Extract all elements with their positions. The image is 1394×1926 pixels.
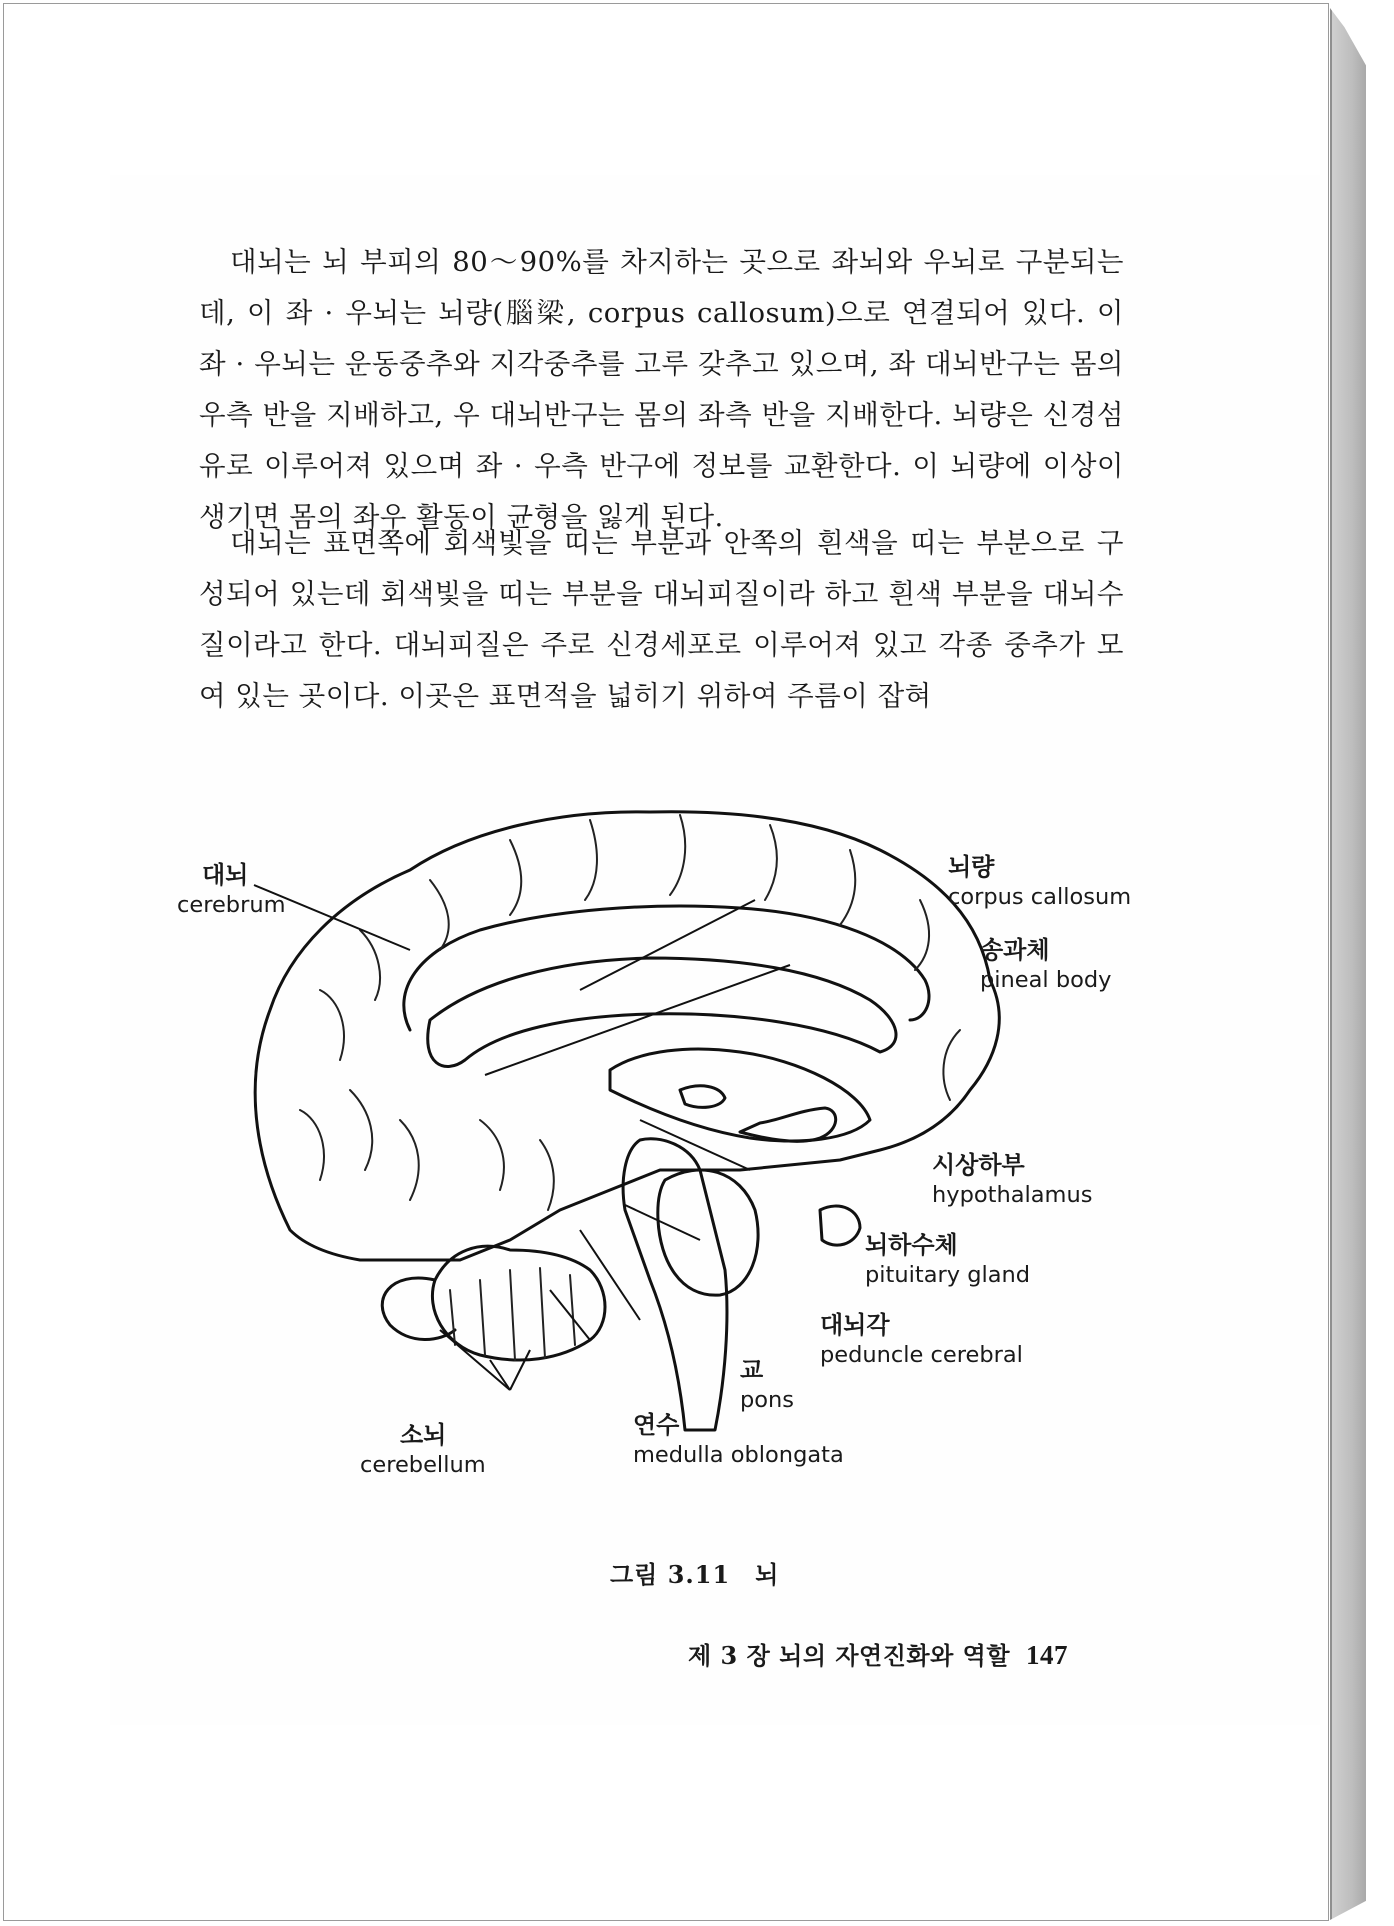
label-cerebrum-en: cerebrum [177,892,286,918]
page-number: 147 [1026,1640,1068,1670]
label-medulla-oblongata-ko: 연수 [633,1410,680,1439]
page-footer [688,1636,1068,1671]
label-cerebellum [360,1420,486,1480]
label-peduncle-cerebral-en: peduncle cerebral [820,1342,1023,1368]
label-pons-en: pons [740,1387,795,1413]
label-pineal-body-en: pineal body [980,967,1112,993]
brain-figure [177,790,1160,1510]
label-medulla-oblongata-en: medulla oblongata [633,1442,844,1468]
label-hypothalamus-en: hypothalamus [932,1182,1093,1208]
paragraph-1: 대뇌는 뇌 부피의 80～90%를 차지하는 곳으로 좌뇌와 우뇌로 구분되는데, 이 좌 · 우뇌는 뇌량(腦梁, corpus callosum)으로 연결되어 있다. 이 좌 · 우뇌는 운동중추와 지각중추를 고루 갖추고 있으며, 좌 대뇌반구는 몸의 우측 반을 지배하고, 우 대뇌반구는 몸의 좌측 반을 지배한다. 뇌량은 신경섬유로 이루어져 있으며 좌 · 우측 반구에 정보를 교환한다. 이 뇌량에 이상이 생기면 몸의 좌우 활동이 균형을 잃게 된다. [199,246,1124,533]
label-pituitary-gland-ko: 뇌하수체 [865,1230,958,1259]
label-hypothalamus-ko: 시상하부 [932,1150,1025,1179]
label-pituitary-gland [865,1230,1030,1290]
label-corpus-callosum [948,852,1131,912]
label-cerebrum-ko: 대뇌 [202,860,249,889]
label-hypothalamus [932,1150,1092,1210]
label-pons-ko: 교 [740,1355,764,1384]
page-edge [1330,8,1366,1920]
label-pituitary-gland-en: pituitary gland [865,1262,1031,1288]
label-cerebrum [177,860,286,920]
label-cerebellum-en: cerebellum [360,1452,486,1478]
label-pons [740,1355,794,1415]
label-medulla-oblongata [633,1410,844,1470]
label-cerebellum-ko: 소뇌 [400,1420,447,1449]
paragraph-2: 대뇌는 표면쪽에 회색빛을 띠는 부분과 안쪽의 흰색을 띠는 부분으로 구성되어 있는데 회색빛을 띠는 부분을 대뇌피질이라 하고 흰색 부분을 대뇌수질이라고 한다. 대뇌피질은 주로 신경세포로 이루어져 있고 각종 중추가 모여 있는 곳이다. 이곳은 표면적을 넓히기 위하여 주름이 잡혀 [199,527,1124,712]
label-pineal-body [980,935,1111,995]
label-peduncle-cerebral [820,1310,1023,1370]
figure-caption: 그림 3.11 뇌 [610,1560,780,1589]
label-corpus-callosum-ko: 뇌량 [948,852,995,881]
label-peduncle-cerebral-ko: 대뇌각 [820,1310,890,1339]
footer-chapter-title: 제 3 장 뇌의 자연진화와 역할 [688,1641,1010,1670]
label-corpus-callosum-en: corpus callosum [948,884,1132,910]
label-pineal-body-ko: 송과체 [980,935,1050,964]
